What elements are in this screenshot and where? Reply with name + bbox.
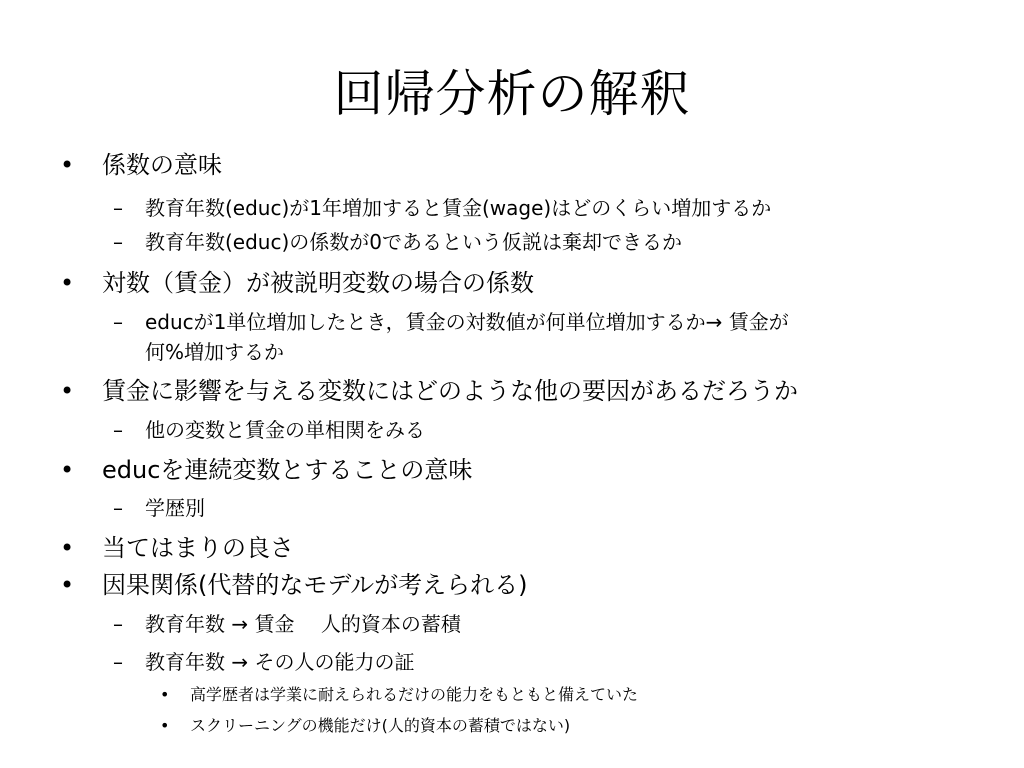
small-bullet-marker: • <box>160 685 170 704</box>
bullet-text: 賃金に影響を与える変数にはどのような他の要因があるだろうか <box>102 377 798 405</box>
sub-sub-bullet-text: 高学歴者は学業に耐えられるだけの能力をもともと備えていた <box>190 685 639 704</box>
dash-marker: – <box>113 612 123 636</box>
bullet-marker: • <box>60 534 75 562</box>
sub-bullet-text: educが1単位増加したとき，賃金の対数値が何単位増加するか→ 賃金が <box>145 310 789 334</box>
bullet-marker: • <box>60 571 75 599</box>
sub-sub-bullet-text: スクリーニングの機能だけ(人的資本の蓄積ではない) <box>190 716 571 735</box>
bullet-item <box>60 268 534 298</box>
dash-marker: – <box>113 196 123 220</box>
bullet-item <box>60 455 472 485</box>
sub-sub-bullet-item <box>160 685 638 705</box>
sub-bullet-item <box>113 309 789 335</box>
dash-marker: – <box>113 496 123 520</box>
bullet-marker: • <box>60 151 75 179</box>
dash-marker: – <box>113 310 123 334</box>
sub-bullet-text: 教育年数 → その人の能力の証 <box>145 650 415 674</box>
sub-bullet-continuation: 何%増加するか <box>145 340 285 364</box>
sub-bullet-item <box>113 611 461 637</box>
dash-marker: – <box>113 650 123 674</box>
bullet-text: 係数の意味 <box>102 151 222 179</box>
slide-title: 回帰分析の解釈 <box>333 65 691 123</box>
sub-bullet-item <box>113 417 425 443</box>
sub-bullet-item <box>113 495 205 521</box>
bullet-item <box>60 376 798 406</box>
dash-marker: – <box>113 418 123 442</box>
sub-bullet-item <box>113 649 414 675</box>
bullet-marker: • <box>60 377 75 405</box>
bullet-text: 当てはまりの良さ <box>102 534 294 562</box>
sub-bullet-text: 他の変数と賃金の単相関をみる <box>145 418 425 442</box>
sub-bullet-text: 教育年数(educ)の係数が0であるという仮説は棄却できるか <box>145 230 683 254</box>
dash-marker: – <box>113 230 123 254</box>
bullet-text: educを連続変数とすることの意味 <box>102 456 473 484</box>
bullet-text: 因果関係(代替的なモデルが考えられる) <box>102 571 528 599</box>
bullet-marker: • <box>60 456 75 484</box>
bullet-item <box>60 570 528 600</box>
bullet-item <box>60 533 294 563</box>
bullet-item <box>60 150 222 180</box>
sub-bullet-item <box>113 195 771 221</box>
sub-sub-bullet-item <box>160 716 570 736</box>
sub-bullet-text: 教育年数 → 賃金 人的資本の蓄積 <box>145 612 461 636</box>
sub-bullet-item <box>113 229 682 255</box>
small-bullet-marker: • <box>160 716 170 735</box>
sub-bullet-text: 教育年数(educ)が1年増加すると賃金(wage)はどのくらい増加するか <box>145 196 772 220</box>
sub-bullet-text: 学歴別 <box>145 496 205 520</box>
bullet-text: 対数（賃金）が被説明変数の場合の係数 <box>102 269 534 297</box>
bullet-marker: • <box>60 269 75 297</box>
